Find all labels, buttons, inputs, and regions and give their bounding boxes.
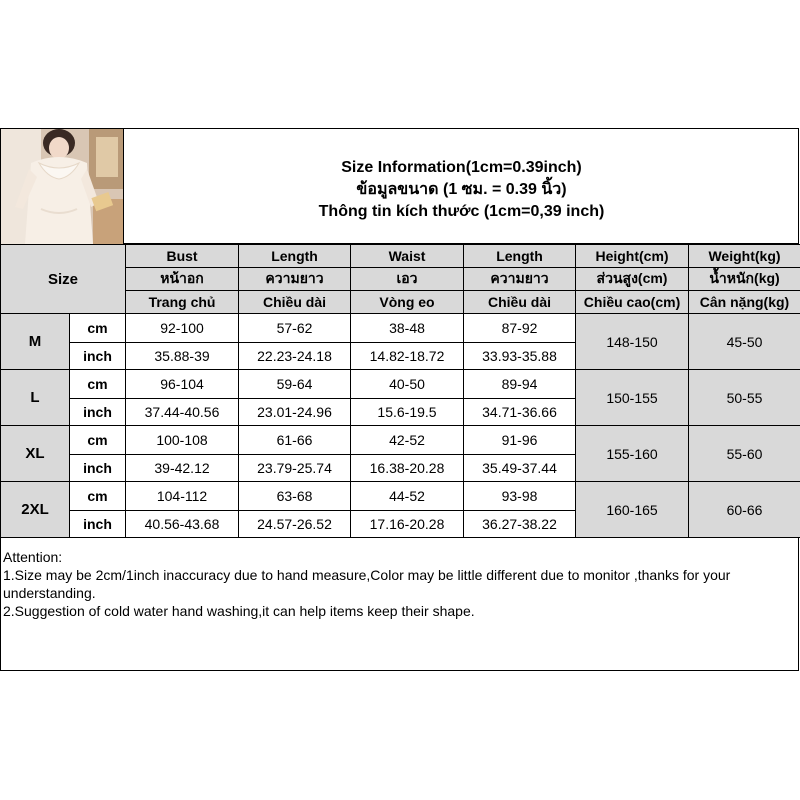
waist-cm: 40-50 [351,370,464,399]
unit-inch: inch [70,343,126,370]
bust-inch: 40.56-43.68 [126,511,239,538]
waist-inch: 16.38-20.28 [351,455,464,482]
column-header-length-thai: ความยาว [239,268,351,291]
size-info-title [124,129,799,244]
height-value: 150-155 [576,370,689,426]
table-row [1,426,800,455]
length-cm: 63-68 [239,482,351,511]
column-header-length-2-vi: Chiều dài [464,291,576,314]
column-header-bust-vi: Trang chủ [126,291,239,314]
height-value: 160-165 [576,482,689,538]
title-thai: ข้อมูลขนาด (1 ซม. = 0.39 นิ้ว) [356,181,567,198]
column-header-length: Length [239,245,351,268]
unit-cm: cm [70,426,126,455]
title-english: Size Information(1cm=0.39inch) [341,159,582,176]
table-row [1,482,800,511]
length-cm: 61-66 [239,426,351,455]
column-header-length-2-thai: ความยาว [464,268,576,291]
waist-cm: 38-48 [351,314,464,343]
unit-cm: cm [70,482,126,511]
weight-value: 45-50 [689,314,800,370]
column-header-bust: Bust [126,245,239,268]
column-header-weight: Weight(kg) [689,245,800,268]
length-2-cm: 93-98 [464,482,576,511]
length-inch: 23.01-24.96 [239,399,351,426]
weight-value: 50-55 [689,370,800,426]
waist-inch: 17.16-20.28 [351,511,464,538]
column-header-waist: Waist [351,245,464,268]
length-inch: 23.79-25.74 [239,455,351,482]
length-cm: 57-62 [239,314,351,343]
column-header-weight-vi: Cân nặng(kg) [689,291,800,314]
bust-cm: 100-108 [126,426,239,455]
column-header-waist-vi: Vòng eo [351,291,464,314]
weight-value: 60-66 [689,482,800,538]
length-inch: 24.57-26.52 [239,511,351,538]
bust-cm: 96-104 [126,370,239,399]
column-header-waist-thai: เอว [351,268,464,291]
length-cm: 59-64 [239,370,351,399]
column-header-height-thai: ส่วนสูง(cm) [576,268,689,291]
table-row [1,370,800,399]
unit-cm: cm [70,314,126,343]
column-header-weight-thai: น้ำหนัก(kg) [689,268,800,291]
attention-note-2: 2.Suggestion of cold water hand washing,it can help items keep their shape. [3,603,475,619]
length-2-cm: 87-92 [464,314,576,343]
product-photo [1,129,124,244]
length-2-cm: 91-96 [464,426,576,455]
bust-cm: 104-112 [126,482,239,511]
column-header-length-2: Length [464,245,576,268]
length-2-inch: 34.71-36.66 [464,399,576,426]
unit-inch: inch [70,455,126,482]
length-2-inch: 35.49-37.44 [464,455,576,482]
unit-cm: cm [70,370,126,399]
attention-heading: Attention: [3,549,63,565]
bust-inch: 37.44-40.56 [126,399,239,426]
height-value: 148-150 [576,314,689,370]
length-2-inch: 33.93-35.88 [464,343,576,370]
title-vietnamese: Thông tin kích thước (1cm=0,39 inch) [318,203,605,220]
length-inch: 22.23-24.18 [239,343,351,370]
size-label-2xl: 2XL [1,482,70,538]
unit-inch: inch [70,511,126,538]
size-label-m: M [1,314,70,370]
size-column-header: Size [1,245,126,314]
height-value: 155-160 [576,426,689,482]
size-label-l: L [1,370,70,426]
header-row-english [1,245,800,268]
column-header-height-vi: Chiều cao(cm) [576,291,689,314]
weight-value: 55-60 [689,426,800,482]
size-chart [0,128,800,672]
bust-inch: 35.88-39 [126,343,239,370]
size-label-xl: XL [1,426,70,482]
bust-inch: 39-42.12 [126,455,239,482]
attention-notes [0,548,799,671]
waist-inch: 14.82-18.72 [351,343,464,370]
bust-cm: 92-100 [126,314,239,343]
table-row [1,314,800,343]
column-header-length-vi: Chiều dài [239,291,351,314]
column-header-height: Height(cm) [576,245,689,268]
length-2-inch: 36.27-38.22 [464,511,576,538]
unit-inch: inch [70,399,126,426]
waist-cm: 44-52 [351,482,464,511]
attention-note-1: 1.Size may be 2cm/1inch inaccuracy due to hand measure,Color may be little different due to monitor ,thanks for your understanding. [3,567,731,601]
length-2-cm: 89-94 [464,370,576,399]
size-table [0,244,800,538]
waist-cm: 42-52 [351,426,464,455]
column-header-bust-thai: หน้าอก [126,268,239,291]
waist-inch: 15.6-19.5 [351,399,464,426]
